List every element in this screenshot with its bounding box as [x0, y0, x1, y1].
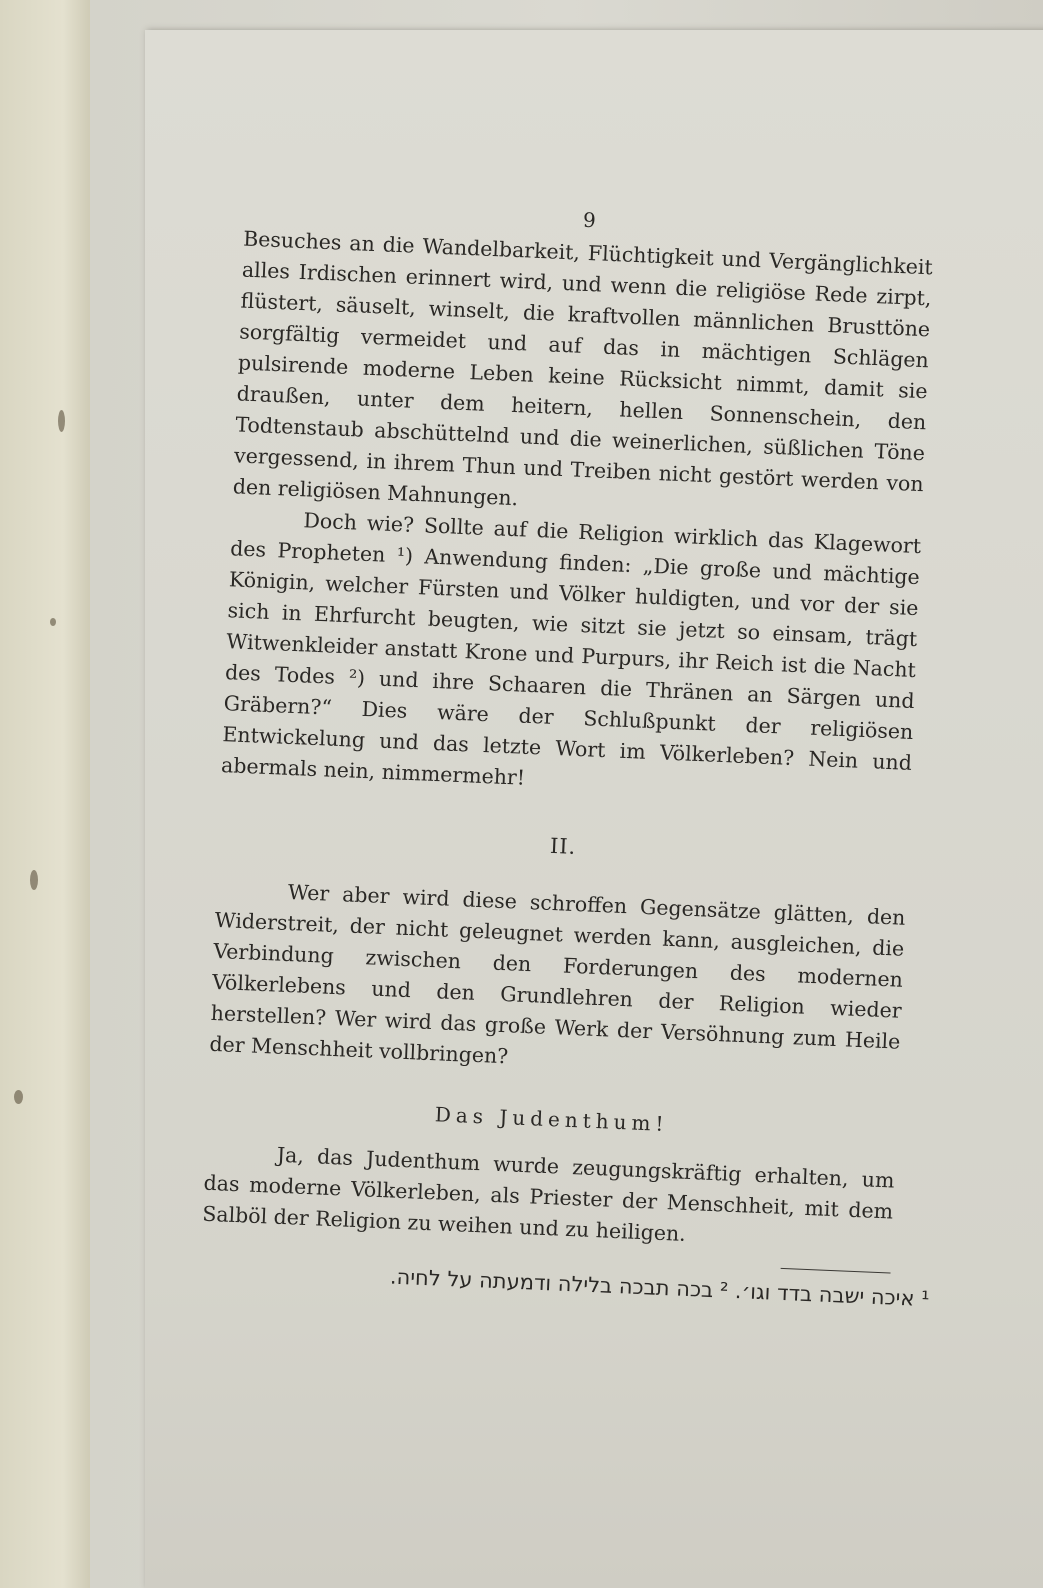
previous-page-edge — [0, 0, 91, 1588]
ink-spot — [58, 410, 65, 432]
footnote-rule — [781, 1268, 891, 1274]
paragraph-2: Doch wie? Sollte auf die Religion wirklich das Klagewort des Propheten ¹) Anwendung finden: „Die große und mächtige Königin, welcher Fürsten und Völker huldigten, und vor der sie sich in Ehrfurcht beugten, wie sitzt sie jetzt so einsam, trägt Witwenkleider anstatt Krone und Purpurs, ihr Reich ist die Nacht des Todes ²) und ihre Schaaren die Thränen an Särgen und Gräbern?“ Dies wäre der Schlußpunkt der religiösen Entwickelung und das letzte Wort im Völkerleben? Nein und abermals nein, nimmermehr! — [220, 508, 922, 790]
page-text — [199, 191, 934, 1314]
book-page — [145, 30, 1043, 1588]
ink-spot — [14, 1090, 23, 1104]
ink-spot — [30, 870, 38, 890]
exclamation-heading: Das Judenthum! — [434, 1102, 669, 1137]
paragraph-1: Besuches an die Wandelbarkeit, Flüchtigkeit und Vergänglichkeit alles Irdischen erinnert wird, und wenn die religiöse Rede zirpt, flüstert, säuselt, winselt, die kraftvollen männlichen Brusttöne sorgfältig vermeidet und auf das in mächtigen Schlägen pulsirende moderne Leben keine Rücksicht nimmt, damit sie draußen, unter dem heitern, hellen Sonnenschein, den Todtenstaub abschüttelnd und die weinerlichen, süßlichen Töne vergessend, in ihrem Thun und Treiben nicht gestört werden von den religiösen Mahnungen. — [232, 226, 934, 511]
section-heading: II. — [549, 833, 577, 859]
paragraph-3: Wer aber wird diese schroffen Gegensätze glätten, den Widerstreit, der nicht geleugnet werden kann, ausgleichen, die Verbindung zwischen den Forderungen des modernen Völkerlebens und den Grundlehren der Religion wieder herstellen? Wer wird das große Werk der Versöhnung zum Heile der Menschheit vollbringen? — [209, 879, 906, 1069]
page-stack — [90, 0, 1043, 1588]
paragraph-4: Ja, das Judenthum wurde zeugungskräftig erhalten, um das moderne Völkerleben, als Priester der Menschheit, mit dem Salböl der Religion zu weihen und zu heiligen. — [201, 1142, 895, 1246]
footnote: ¹ איכה ישבה בדד וגו׳. ² בכה תבכה בלילה ודמעתה על לחיה. — [389, 1264, 930, 1312]
ink-spot — [50, 618, 56, 626]
page-number: 9 — [582, 207, 597, 233]
